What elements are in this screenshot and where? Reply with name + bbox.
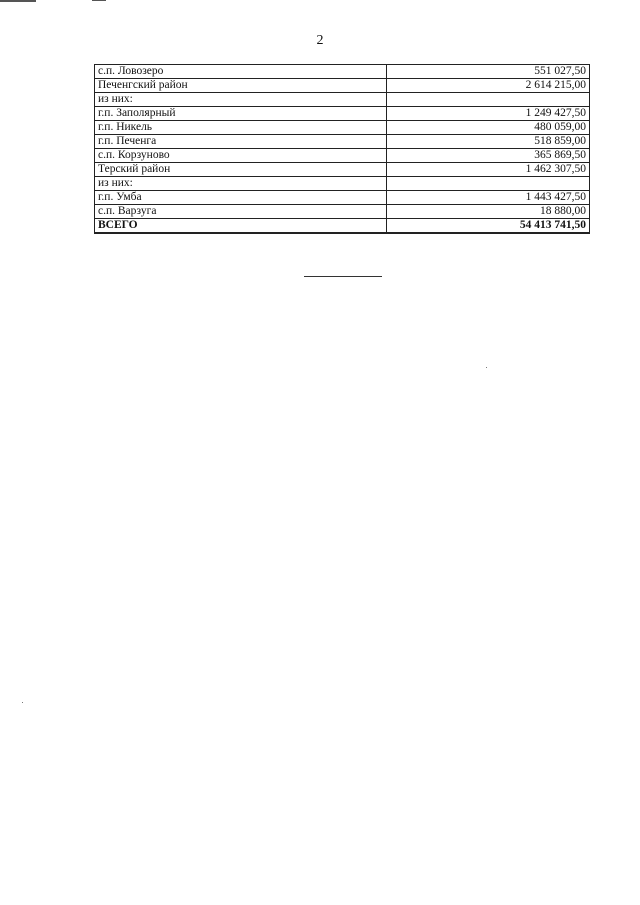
municipality-name: с.п. Корзуново	[95, 149, 387, 163]
scan-artifact-mark	[0, 0, 36, 2]
amount-value	[387, 93, 590, 107]
amount-value: 1 249 427,50	[387, 107, 590, 121]
subheading-of-which: из них:	[95, 93, 387, 107]
total-value: 54 413 741,50	[387, 219, 590, 234]
amount-value: 518 859,00	[387, 135, 590, 149]
amount-value: 18 880,00	[387, 205, 590, 219]
table-row	[95, 135, 590, 149]
scan-speck	[22, 702, 23, 703]
municipality-name: г.п. Умба	[95, 191, 387, 205]
total-row	[95, 219, 590, 234]
municipality-name: г.п. Заполярный	[95, 107, 387, 121]
district-name: Терский район	[95, 163, 387, 177]
subheading-of-which: из них:	[95, 177, 387, 191]
municipality-name: с.п. Ловозеро	[95, 65, 387, 79]
table-row	[95, 191, 590, 205]
table-row	[95, 107, 590, 121]
amount-value: 2 614 215,00	[387, 79, 590, 93]
amount-value: 1 443 427,50	[387, 191, 590, 205]
table-row	[95, 121, 590, 135]
table-row	[95, 79, 590, 93]
amount-value	[387, 177, 590, 191]
table-row	[95, 205, 590, 219]
scan-artifact-mark	[92, 0, 106, 1]
allocation-table	[94, 64, 590, 234]
end-of-document-rule	[304, 276, 382, 277]
amount-value: 551 027,50	[387, 65, 590, 79]
amount-value: 365 869,50	[387, 149, 590, 163]
table-row	[95, 93, 590, 107]
municipality-name: г.п. Печенга	[95, 135, 387, 149]
page-number: 2	[316, 33, 324, 48]
table-row	[95, 149, 590, 163]
municipality-name: г.п. Никель	[95, 121, 387, 135]
table-row	[95, 177, 590, 191]
district-name: Печенгский район	[95, 79, 387, 93]
scan-speck	[486, 367, 487, 368]
table-row	[95, 163, 590, 177]
amount-value: 1 462 307,50	[387, 163, 590, 177]
total-label: ВСЕГО	[95, 219, 387, 234]
municipality-name: с.п. Варзуга	[95, 205, 387, 219]
amount-value: 480 059,00	[387, 121, 590, 135]
table-row	[95, 65, 590, 79]
